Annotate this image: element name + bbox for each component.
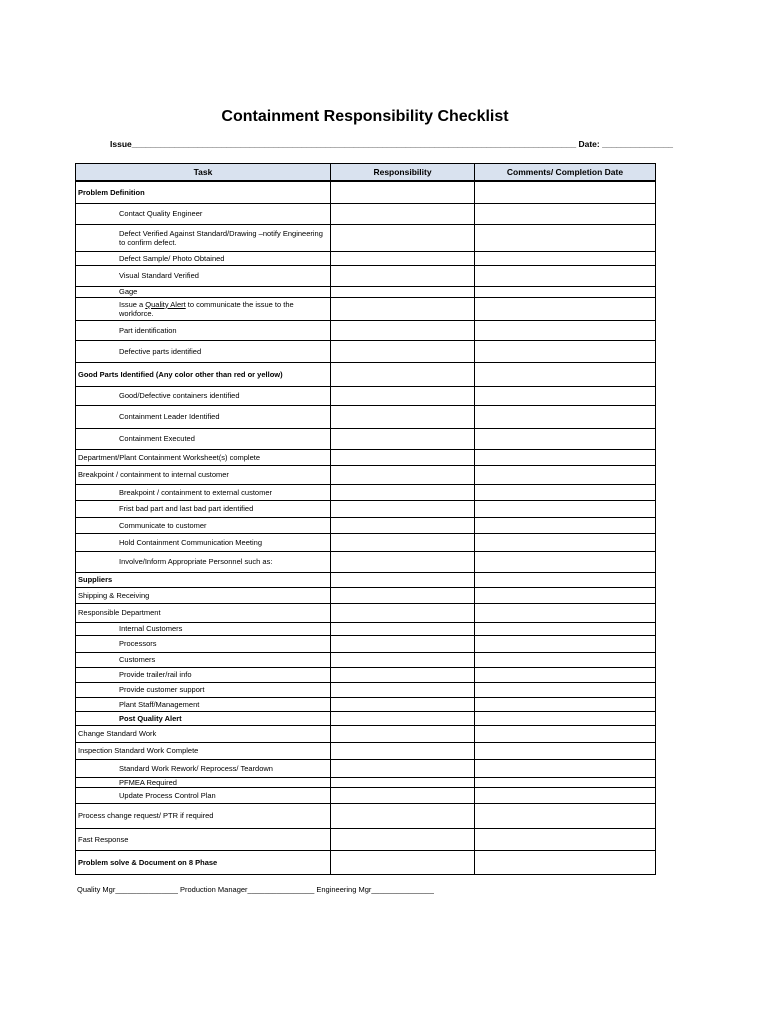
table-row bbox=[76, 340, 656, 362]
table-row bbox=[76, 742, 656, 759]
comments-cell[interactable] bbox=[475, 603, 656, 622]
table-row bbox=[76, 449, 656, 465]
task-cell: Visual Standard Verified bbox=[76, 265, 331, 286]
task-cell: Suppliers bbox=[76, 572, 331, 587]
comments-cell[interactable] bbox=[475, 777, 656, 787]
task-cell: Provide customer support bbox=[76, 682, 331, 697]
comments-cell[interactable] bbox=[475, 711, 656, 725]
table-row bbox=[76, 725, 656, 742]
task-cell: Defective parts identified bbox=[76, 340, 331, 362]
table-row bbox=[76, 635, 656, 652]
comments-cell[interactable] bbox=[475, 405, 656, 428]
comments-cell[interactable] bbox=[475, 803, 656, 828]
responsibility-cell[interactable] bbox=[331, 224, 475, 251]
header-task: Task bbox=[76, 164, 331, 182]
task-cell: Shipping & Receiving bbox=[76, 587, 331, 603]
task-cell: Department/Plant Containment Worksheet(s) complete bbox=[76, 449, 331, 465]
comments-cell[interactable] bbox=[475, 787, 656, 803]
comments-cell[interactable] bbox=[475, 465, 656, 484]
responsibility-cell[interactable] bbox=[331, 787, 475, 803]
table-row bbox=[76, 428, 656, 449]
task-cell: Breakpoint / containment to external customer bbox=[76, 484, 331, 500]
responsibility-cell[interactable] bbox=[331, 711, 475, 725]
issue-field[interactable]: ______________________________________________________________________________________________ bbox=[131, 139, 577, 149]
task-cell: Customers bbox=[76, 652, 331, 667]
task-cell: Plant Staff/Management bbox=[76, 697, 331, 711]
responsibility-cell[interactable] bbox=[331, 362, 475, 386]
table-row bbox=[76, 517, 656, 533]
comments-cell[interactable] bbox=[475, 251, 656, 265]
comments-cell[interactable] bbox=[475, 725, 656, 742]
task-cell: Processors bbox=[76, 635, 331, 652]
task-cell: Standard Work Rework/ Reprocess/ Teardown bbox=[76, 759, 331, 777]
responsibility-cell[interactable] bbox=[331, 533, 475, 551]
table-row bbox=[76, 587, 656, 603]
task-cell: Fast Response bbox=[76, 828, 331, 850]
table-row bbox=[76, 803, 656, 828]
task-cell: Part identification bbox=[76, 320, 331, 340]
task-cell bbox=[76, 297, 331, 320]
comments-cell[interactable] bbox=[475, 449, 656, 465]
comments-cell[interactable] bbox=[475, 224, 656, 251]
table-row bbox=[76, 572, 656, 587]
task-cell: Defect Verified Against Standard/Drawing –notify Engineering to confirm defect. bbox=[76, 224, 331, 251]
task-cell: Change Standard Work bbox=[76, 725, 331, 742]
table-row bbox=[76, 224, 656, 251]
task-cell: Containment Executed bbox=[76, 428, 331, 449]
date-label: Date: bbox=[576, 139, 603, 149]
header-responsibility: Responsibility bbox=[331, 164, 475, 182]
responsibility-cell[interactable] bbox=[331, 340, 475, 362]
table-row bbox=[76, 320, 656, 340]
comments-cell[interactable] bbox=[475, 203, 656, 224]
responsibility-cell[interactable] bbox=[331, 725, 475, 742]
responsibility-cell[interactable] bbox=[331, 500, 475, 517]
responsibility-cell[interactable] bbox=[331, 297, 475, 320]
table-header-row bbox=[76, 164, 656, 182]
table-row bbox=[76, 667, 656, 682]
responsibility-cell[interactable] bbox=[331, 551, 475, 572]
task-cell: Frist bad part and last bad part identified bbox=[76, 500, 331, 517]
task-cell: Hold Containment Communication Meeting bbox=[76, 533, 331, 551]
responsibility-cell[interactable] bbox=[331, 759, 475, 777]
comments-cell[interactable] bbox=[475, 484, 656, 500]
responsibility-cell[interactable] bbox=[331, 320, 475, 340]
task-text: to communicate the issue to the workforce. bbox=[119, 299, 294, 318]
task-cell: Good Parts Identified (Any color other than red or yellow) bbox=[76, 362, 331, 386]
table-row bbox=[76, 297, 656, 320]
responsibility-cell[interactable] bbox=[331, 203, 475, 224]
table-row bbox=[76, 603, 656, 622]
comments-cell[interactable] bbox=[475, 572, 656, 587]
comments-cell[interactable] bbox=[475, 386, 656, 405]
table-row bbox=[76, 465, 656, 484]
table-row bbox=[76, 362, 656, 386]
comments-cell[interactable] bbox=[475, 320, 656, 340]
comments-cell[interactable] bbox=[475, 428, 656, 449]
task-cell: Contact Quality Engineer bbox=[76, 203, 331, 224]
task-cell: Provide trailer/rail info bbox=[76, 667, 331, 682]
comments-cell[interactable] bbox=[475, 652, 656, 667]
responsibility-cell[interactable] bbox=[331, 777, 475, 787]
task-text: Issue a bbox=[119, 299, 146, 309]
task-cell: Involve/Inform Appropriate Personnel such as: bbox=[76, 551, 331, 572]
header-comments: Comments/ Completion Date bbox=[475, 164, 656, 182]
table-row bbox=[76, 405, 656, 428]
responsibility-cell[interactable] bbox=[331, 517, 475, 533]
table-row bbox=[76, 484, 656, 500]
responsibility-cell[interactable] bbox=[331, 587, 475, 603]
comments-cell[interactable] bbox=[475, 622, 656, 635]
task-cell: Internal Customers bbox=[76, 622, 331, 635]
task-cell: PFMEA Required bbox=[76, 777, 331, 787]
responsibility-cell[interactable] bbox=[331, 465, 475, 484]
responsibility-cell[interactable] bbox=[331, 449, 475, 465]
responsibility-cell[interactable] bbox=[331, 667, 475, 682]
responsibility-cell[interactable] bbox=[331, 742, 475, 759]
responsibility-cell[interactable] bbox=[331, 803, 475, 828]
comments-cell[interactable] bbox=[475, 297, 656, 320]
task-cell: Inspection Standard Work Complete bbox=[76, 742, 331, 759]
comments-cell[interactable] bbox=[475, 587, 656, 603]
task-cell: Good/Defective containers identified bbox=[76, 386, 331, 405]
table-row bbox=[76, 386, 656, 405]
comments-cell[interactable] bbox=[475, 742, 656, 759]
comments-cell[interactable] bbox=[475, 500, 656, 517]
responsibility-cell[interactable] bbox=[331, 265, 475, 286]
task-cell: Breakpoint / containment to internal customer bbox=[76, 465, 331, 484]
task-cell: Problem Definition bbox=[76, 181, 331, 203]
task-cell: Containment Leader Identified bbox=[76, 405, 331, 428]
issue-date-line bbox=[110, 139, 673, 149]
table-row bbox=[76, 777, 656, 787]
task-cell: Post Quality Alert bbox=[76, 711, 331, 725]
comments-cell[interactable] bbox=[475, 828, 656, 850]
table-row bbox=[76, 711, 656, 725]
comments-cell[interactable] bbox=[475, 533, 656, 551]
task-cell: Update Process Control Plan bbox=[76, 787, 331, 803]
comments-cell[interactable] bbox=[475, 265, 656, 286]
responsibility-cell[interactable] bbox=[331, 286, 475, 297]
table-row bbox=[76, 850, 656, 874]
comments-cell[interactable] bbox=[475, 850, 656, 874]
table-row bbox=[76, 622, 656, 635]
table-row bbox=[76, 203, 656, 224]
task-cell: Problem solve & Document on 8 Phase bbox=[76, 850, 331, 874]
responsibility-cell[interactable] bbox=[331, 386, 475, 405]
responsibility-cell[interactable] bbox=[331, 603, 475, 622]
table-row bbox=[76, 500, 656, 517]
responsibility-cell[interactable] bbox=[331, 652, 475, 667]
responsibility-cell[interactable] bbox=[331, 682, 475, 697]
comments-cell[interactable] bbox=[475, 286, 656, 297]
quality-alert-link[interactable]: Quality Alert bbox=[145, 299, 186, 309]
table-row bbox=[76, 251, 656, 265]
comments-cell[interactable] bbox=[475, 697, 656, 711]
responsibility-cell[interactable] bbox=[331, 572, 475, 587]
responsibility-cell[interactable] bbox=[331, 635, 475, 652]
task-cell: Defect Sample/ Photo Obtained bbox=[76, 251, 331, 265]
comments-cell[interactable] bbox=[475, 362, 656, 386]
responsibility-cell[interactable] bbox=[331, 251, 475, 265]
issue-label: Issue bbox=[110, 139, 132, 149]
table-row bbox=[76, 286, 656, 297]
table-row bbox=[76, 759, 656, 777]
responsibility-cell[interactable] bbox=[331, 828, 475, 850]
table-row bbox=[76, 682, 656, 697]
task-cell: Process change request/ PTR if required bbox=[76, 803, 331, 828]
checklist-table bbox=[75, 163, 656, 875]
task-cell: Gage bbox=[76, 286, 331, 297]
comments-cell[interactable] bbox=[475, 635, 656, 652]
responsibility-cell[interactable] bbox=[331, 697, 475, 711]
table-row bbox=[76, 652, 656, 667]
table-row bbox=[76, 551, 656, 572]
table-row bbox=[76, 697, 656, 711]
comments-cell[interactable] bbox=[475, 340, 656, 362]
comments-cell[interactable] bbox=[475, 517, 656, 533]
comments-cell[interactable] bbox=[475, 667, 656, 682]
table-row bbox=[76, 533, 656, 551]
table-row bbox=[76, 265, 656, 286]
table-row bbox=[76, 181, 656, 203]
task-cell: Responsible Department bbox=[76, 603, 331, 622]
responsibility-cell[interactable] bbox=[331, 484, 475, 500]
date-field[interactable]: _______________ bbox=[602, 139, 674, 149]
responsibility-cell[interactable] bbox=[331, 428, 475, 449]
responsibility-cell[interactable] bbox=[331, 405, 475, 428]
comments-cell[interactable] bbox=[475, 551, 656, 572]
signature-footer: Quality Mgr_______________ Production Manager________________ Engineering Mgr_______________ bbox=[77, 885, 434, 894]
comments-cell[interactable] bbox=[475, 759, 656, 777]
table-row bbox=[76, 787, 656, 803]
comments-cell[interactable] bbox=[475, 181, 656, 203]
responsibility-cell[interactable] bbox=[331, 850, 475, 874]
comments-cell[interactable] bbox=[475, 682, 656, 697]
page-title: Containment Responsibility Checklist bbox=[221, 108, 509, 125]
task-cell: Communicate to customer bbox=[76, 517, 331, 533]
table-row bbox=[76, 828, 656, 850]
responsibility-cell[interactable] bbox=[331, 181, 475, 203]
responsibility-cell[interactable] bbox=[331, 622, 475, 635]
